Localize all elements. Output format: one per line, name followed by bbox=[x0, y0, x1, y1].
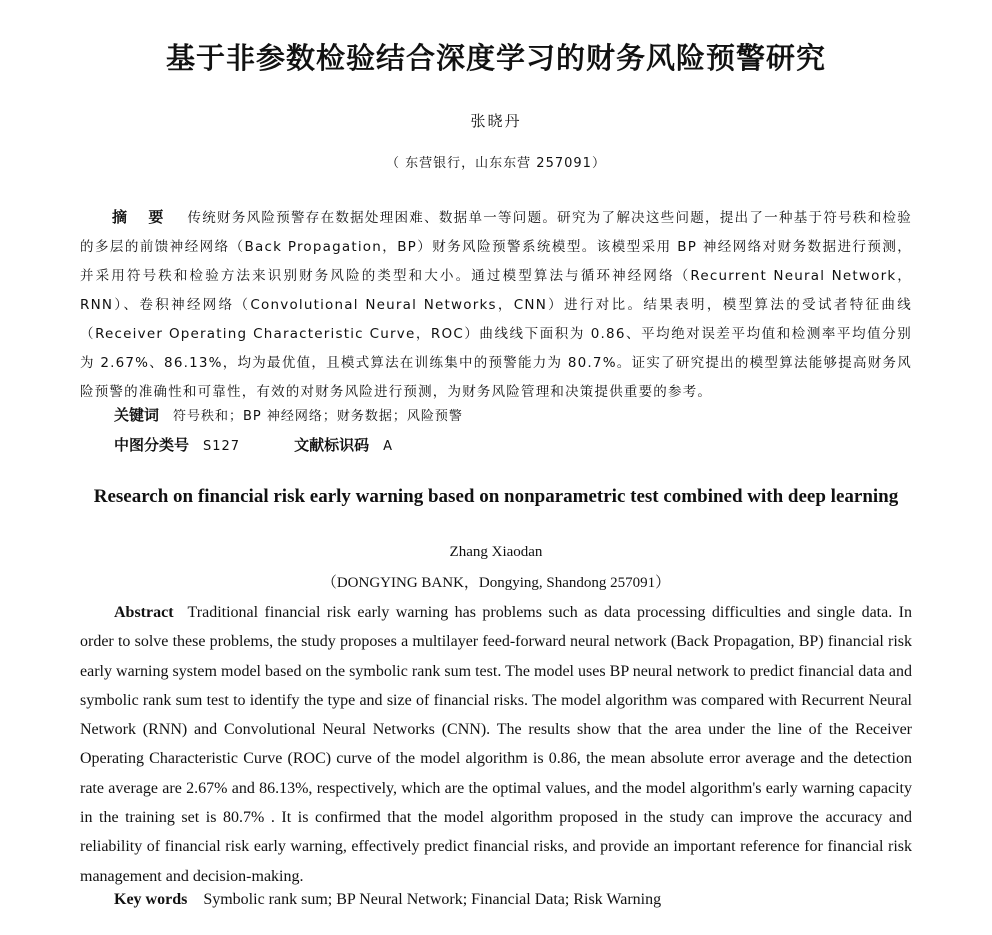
english-keywords-text: Symbolic rank sum; BP Neural Network; Financial Data; Risk Warning bbox=[203, 891, 662, 908]
clc-value: S127 bbox=[203, 439, 241, 454]
english-title: Research on financial risk early warning based on nonparametric test combined with deep learning bbox=[93, 486, 899, 507]
chinese-keywords bbox=[114, 404, 463, 425]
clc-label: 中图分类号 bbox=[114, 436, 190, 454]
doc-code-label: 文献标识码 bbox=[294, 436, 370, 454]
chinese-affiliation: （ 东营银行，山东东营 257091） bbox=[386, 156, 606, 171]
english-abstract bbox=[80, 598, 912, 891]
english-abstract-text: Traditional financial risk early warning has problems such as data processing difficulties and single data. In order to solve these problems, the study proposes a multilayer feed-forward neural network (Back Propagation, BP) financial risk early warning system model based on the symbolic rank sum test. The model uses BP neural network to predict financial data and symbolic rank sum test to identify the type and size of financial risks. The model algorithm was compared with Recurrent Neural Network (RNN) and Convolutional Neural Networks (CNN). The results show that the area under the line of the Receiver Operating Characteristic Curve (ROC) curve of the model algorithm is 0.86, the mean absolute error average and the detection rate average are 2.67% and 86.13%, respectively, which are the optimal values, and the model algorithm's early warning capacity in the training set is 80.7% . It is confirmed that the model algorithm proposed in the study can improve the accuracy and reliability of financial risk early warning, effectively predict financial risks, and provide an important reference for financial risk management and decision-making. bbox=[80, 604, 912, 885]
english-affiliation: （DONGYING BANK，Dongying, Shandong 257091） bbox=[321, 575, 671, 591]
chinese-abstract-text: 传统财务风险预警存在数据处理困难、数据单一等问题。研究为了解决这些问题，提出了一种基于符号秩和检验的多层的前馈神经网络（Back Propagation，BP）财务风险预警系统模型。该模型采用 BP 神经网络对财务数据进行预测，并采用符号秩和检验方法来识别财务风险的类型和大小。通过模型算法与循环神经网络（Recurrent Neural Network，RNN）、卷积神经网络（Convolutional Neural Networks，CNN）进行对比。结果表明，模型算法的受试者特征曲线（Receiver Operating Characteristic Curve，ROC）曲线线下面积为 0.86、平均绝对误差平均值和检测率平均值分别为 2.67%、86.13%，均为最优值，且模式算法在训练集中的预警能力为 80.7%。证实了研究提出的模型算法能够提高财务风险预警的准确性和可靠性，有效的对财务风险进行预测，为财务风险管理和决策提供重要的参考。 bbox=[80, 210, 912, 400]
chinese-title: 基于非参数检验结合深度学习的财务风险预警研究 bbox=[165, 41, 826, 75]
english-author: Zhang Xiaodan bbox=[449, 544, 543, 560]
chinese-abstract bbox=[80, 203, 912, 407]
chinese-keywords-text: 符号秩和；BP 神经网络；财务数据；风险预警 bbox=[173, 409, 463, 424]
chinese-author: 张晓丹 bbox=[470, 112, 522, 130]
english-keywords-label: Key words bbox=[114, 891, 188, 908]
classification-line bbox=[114, 434, 393, 455]
chinese-keywords-label: 关键词 bbox=[114, 406, 160, 424]
doc-code-value: A bbox=[383, 439, 394, 454]
chinese-abstract-label: 摘 要 bbox=[112, 208, 172, 226]
english-abstract-label: Abstract bbox=[114, 604, 174, 621]
english-keywords bbox=[114, 891, 661, 909]
